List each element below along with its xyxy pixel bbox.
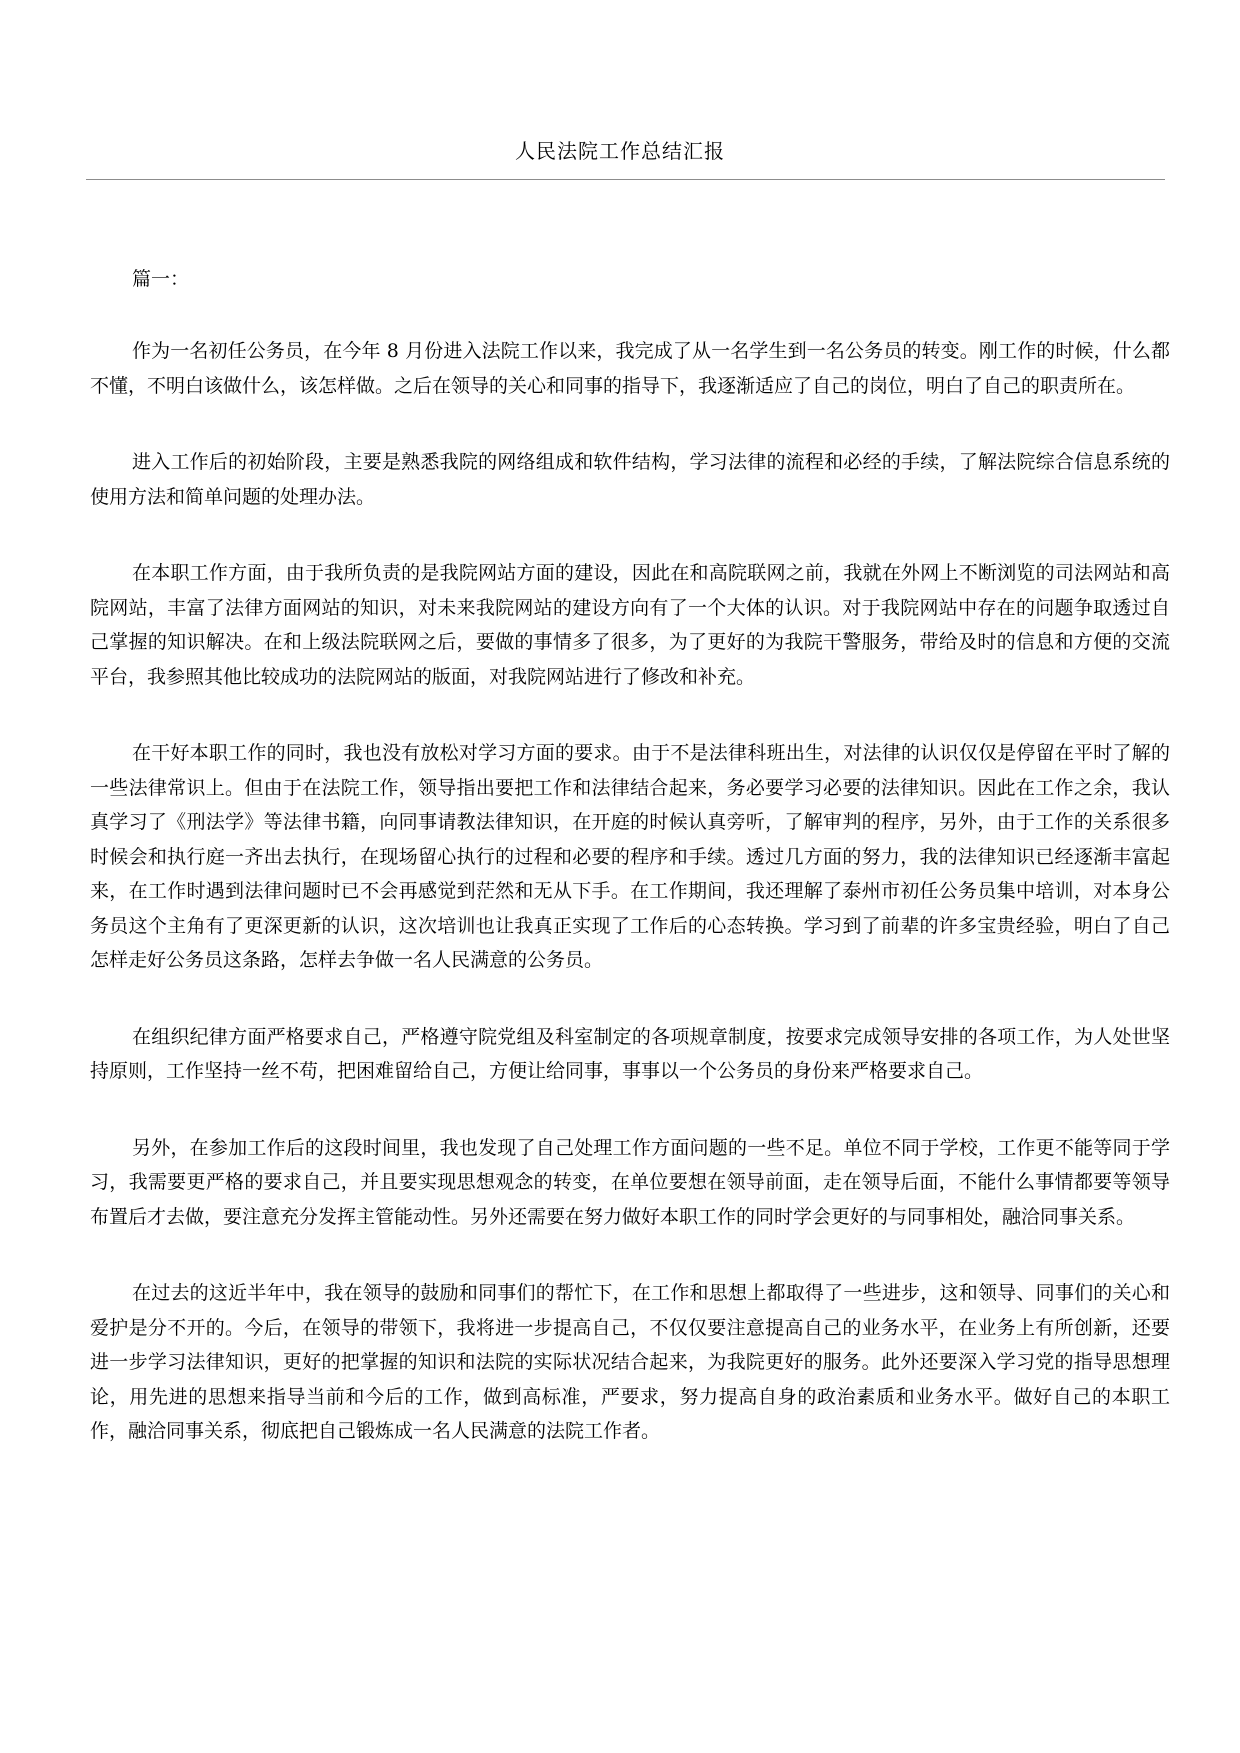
title-divider bbox=[86, 179, 1165, 180]
paragraph-1: 作为一名初任公务员，在今年 8 月份进入法院工作以来，我完成了从一名学生到一名公务员的转变。刚工作的时候，什么都不懂，不明白该做什么，该怎样做。之后在领导的关心和同事的指导下，我逐渐适应了自己的岗位，明白了自己的职责所在。 bbox=[90, 340, 1170, 397]
section-label: 篇一： bbox=[132, 268, 190, 290]
paragraph-6: 另外，在参加工作后的这段时间里，我也发现了自己处理工作方面问题的一些不足。单位不同于学校，工作更不能等同于学习，我需要更严格的要求自己，并且要实现思想观念的转变，在单位要想在领导前面，走在领导后面，不能什么事情都要等领导布置后才去做，要注意充分发挥主管能动性。另外还需要在努力做好本职工作的同时学会更好的与同事相处，融洽同事关系。 bbox=[90, 1136, 1170, 1228]
document-body bbox=[90, 262, 1170, 1449]
paragraph-5: 在组织纪律方面严格要求自己，严格遵守院党组及科室制定的各项规章制度，按要求完成领导安排的各项工作，为人处世坚持原则，工作坚持一丝不苟，把困难留给自己，方便让给同事，事事以一个公务员的身份来严格要求自己。 bbox=[90, 1025, 1170, 1082]
paragraph-2: 进入工作后的初始阶段，主要是熟悉我院的网络组成和软件结构，学习法律的流程和必经的手续，了解法院综合信息系统的使用方法和简单问题的处理办法。 bbox=[90, 451, 1170, 508]
paragraph-4: 在干好本职工作的同时，我也没有放松对学习方面的要求。由于不是法律科班出生，对法律的认识仅仅是停留在平时了解的一些法律常识上。但由于在法院工作，领导指出要把工作和法律结合起来，务必要学习必要的法律知识。因此在工作之余，我认真学习了《刑法学》等法律书籍，向同事请教法律知识，在开庭的时候认真旁听，了解审判的程序，另外，由于工作的关系很多时候会和执行庭一齐出去执行，在现场留心执行的过程和必要的程序和手续。透过几方面的努力，我的法律知识已经逐渐丰富起来，在工作时遇到法律问题时已不会再感觉到茫然和无从下手。在工作期间，我还理解了泰州市初任公务员集中培训，对本身公务员这个主角有了更深更新的认识，这次培训也让我真正实现了工作后的心态转换。学习到了前辈的许多宝贵经验，明白了自己怎样走好公务员这条路，怎样去争做一名人民满意的公务员。 bbox=[90, 742, 1170, 971]
paragraph-3: 在本职工作方面，由于我所负责的是我院网站方面的建设，因此在和高院联网之前，我就在外网上不断浏览的司法网站和高院网站，丰富了法律方面网站的知识，对未来我院网站的建设方向有了一个大体的认识。对于我院网站中存在的问题争取透过自己掌握的知识解决。在和上级法院联网之后，要做的事情多了很多，为了更好的为我院干警服务，带给及时的信息和方便的交流平台，我参照其他比较成功的法院网站的版面，对我院网站进行了修改和补充。 bbox=[90, 562, 1170, 688]
paragraph-7: 在过去的这近半年中，我在领导的鼓励和同事们的帮忙下，在工作和思想上都取得了一些进步，这和领导、同事们的关心和爱护是分不开的。今后，在领导的带领下，我将进一步提高自己，不仅仅要注意提高自己的业务水平，在业务上有所创新，还要进一步学习法律知识，更好的把掌握的知识和法院的实际状况结合起来，为我院更好的服务。此外还要深入学习党的指导思想理论，用先进的思想来指导当前和今后的工作，做到高标准，严要求，努力提高自身的政治素质和业务水平。做好自己的本职工作，融洽同事关系，彻底把自己锻炼成一名人民满意的法院工作者。 bbox=[90, 1282, 1170, 1442]
document-title: 人民法院工作总结汇报 bbox=[515, 139, 725, 163]
